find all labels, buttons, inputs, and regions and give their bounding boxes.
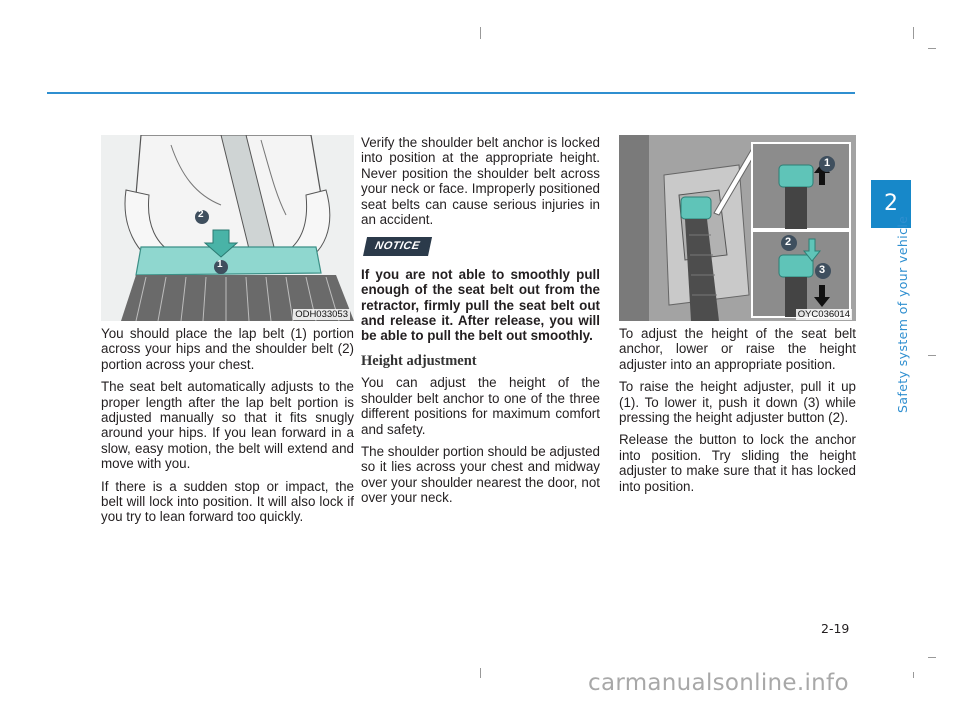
callout-1: 1	[824, 157, 831, 169]
paragraph: The shoulder portion should be adjusted so it lies across your chest and midway over your shoulder nearest the door, not over your neck.	[361, 443, 600, 506]
paragraph: You can adjust the height of the shoulder belt anchor to one of the three different positions for maximum comfort and safety.	[361, 375, 600, 437]
crop-mark	[913, 27, 914, 39]
notice-label: NOTICE	[363, 237, 432, 256]
figure-code: ODH033053	[295, 309, 348, 320]
paragraph: If there is a sudden stop or impact, the belt will lock into position. It will also lock if you try to lean forward too quickly.	[101, 478, 354, 525]
notice-text: If you are not able to smoothly pull enough of the seat belt out from the retractor, firmly pull the seat belt out and release it. After release, you will be able to pull the belt out smoothly.	[361, 266, 600, 344]
paragraph: To raise the height adjuster, pull it up (1). To lower it, push it down (3) while pressing the height adjuster button (2).	[619, 379, 856, 426]
paragraph: Verify the shoulder belt anchor is locked into position at the appropriate height. Never position the shoulder belt across your neck or face. Improperly positioned seat belts can cause serious injuries in an accident.	[361, 135, 600, 228]
height-adjuster-figure	[619, 135, 856, 321]
chapter-title: Safety system of your vehicle	[895, 215, 910, 413]
watermark[interactable]: carmanualsonline.info	[588, 670, 849, 696]
paragraph: To adjust the height of the seat belt anchor, lower or raise the height adjuster into an appropriate position.	[619, 326, 856, 372]
section-heading: Height adjustment	[361, 352, 477, 369]
paragraph: You should place the lap belt (1) portion across your hips and the shoulder belt (2) portion across your chest.	[101, 326, 354, 372]
lap-belt-figure	[101, 135, 354, 321]
crop-mark	[480, 27, 481, 39]
crop-mark	[928, 355, 936, 356]
left-column	[101, 326, 354, 532]
callout-2: 2	[198, 209, 204, 220]
header-rule	[47, 92, 855, 94]
chapter-number: 2	[884, 191, 898, 216]
callout-3: 3	[819, 264, 826, 276]
paragraph: Release the button to lock the anchor into position. Try sliding the height adjuster to make sure that it has locked into position.	[619, 432, 856, 494]
figure-code: OYC036014	[797, 309, 850, 320]
callout-2: 2	[785, 236, 792, 248]
lap-belt-illustration	[101, 135, 354, 321]
callout-1: 1	[217, 259, 223, 270]
chapter-side-title	[893, 215, 913, 413]
paragraph: The seat belt automatically adjusts to the proper length after the lap belt portion is adjusted manually so that it fits snugly around your hips. If you lean forward in a slow, easy motion, the belt will extend and move with you.	[101, 379, 354, 472]
height-adjuster-illustration	[619, 135, 856, 321]
page-number: 2-19	[821, 621, 850, 636]
crop-mark	[480, 668, 481, 678]
middle-column	[361, 135, 600, 513]
crop-mark	[913, 672, 914, 678]
right-column	[619, 326, 856, 501]
crop-mark	[928, 48, 936, 49]
crop-mark	[928, 657, 936, 658]
